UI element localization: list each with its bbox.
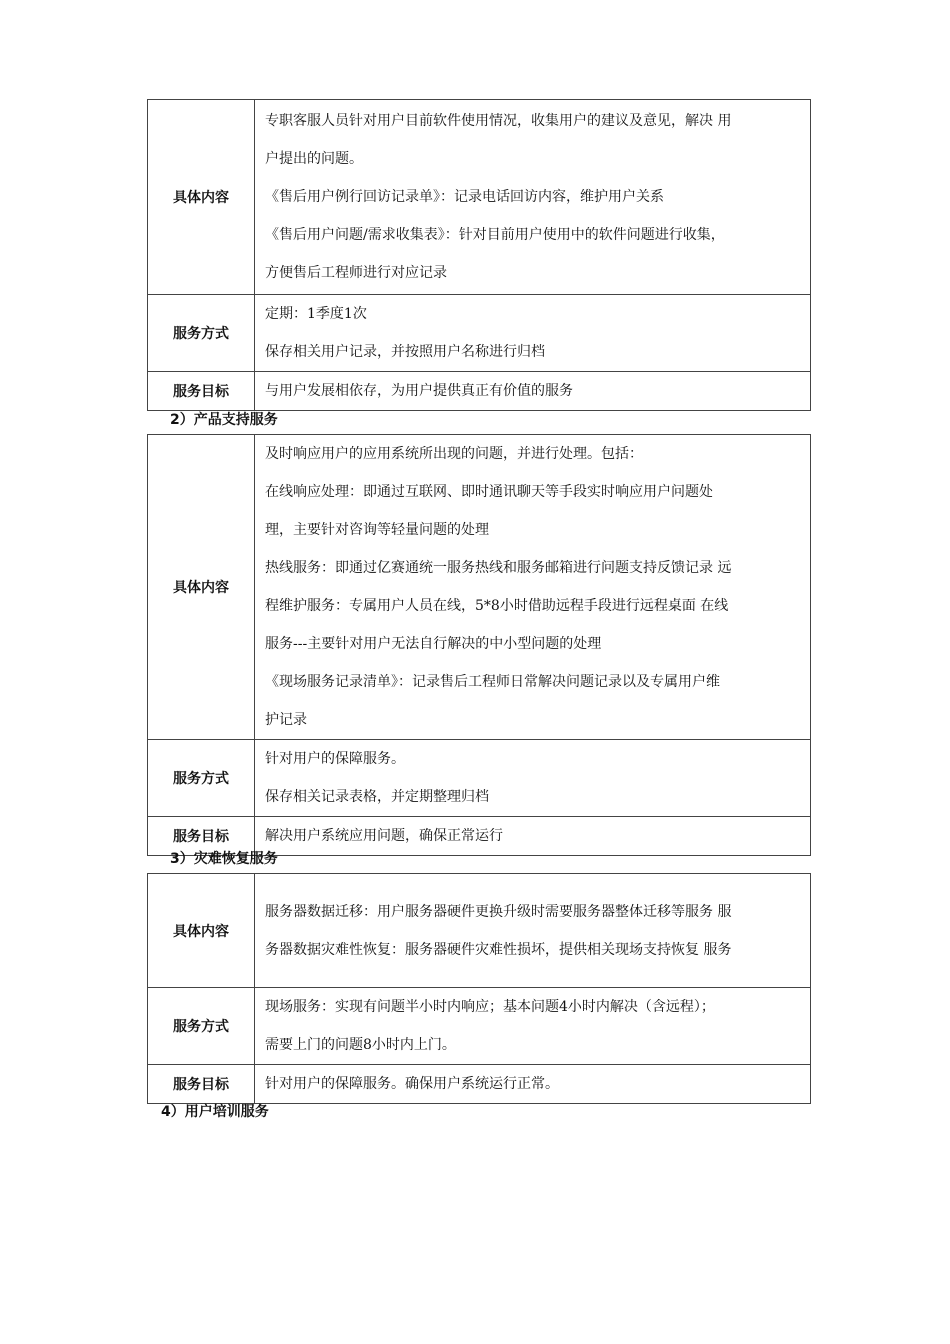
row-label: 服务方式 [148, 740, 255, 817]
row-content [255, 988, 811, 1065]
row-content [255, 100, 811, 295]
row-content [255, 372, 811, 411]
content-line: 针对用户的保障服务。 [265, 751, 405, 767]
content-line: 服务---主要针对用户无法自行解决的中小型问题的处理 [265, 636, 602, 652]
content-line: 与用户发展相依存，为用户提供真正有价值的服务 [265, 383, 573, 399]
table-row [148, 295, 811, 372]
table-row [148, 100, 811, 295]
content-line: 服务器数据迁移：用户服务器硬件更换升级时需要服务器整体迁移等服务 服 [265, 903, 732, 920]
content-line: 定期：1季度1次 [265, 306, 367, 322]
table-row [148, 1065, 811, 1104]
content-line: 现场服务：实现有问题半小时内响应；基本问题4小时内解决（含远程）； [265, 999, 715, 1015]
row-content [255, 874, 811, 988]
content-line: 程维护服务：专属用户人员在线，5*8小时借助远程手段进行远程桌面 在线 [265, 598, 729, 614]
row-label: 服务目标 [148, 372, 255, 411]
service-table-3 [147, 873, 811, 1104]
row-label: 具体内容 [148, 874, 255, 988]
row-label: 服务目标 [148, 817, 255, 856]
content-line: 方便售后工程师进行对应记录 [265, 265, 447, 281]
table-row [148, 740, 811, 817]
content-line: 《售后用户问题/需求收集表》：针对目前用户使用中的软件问题进行收集， [265, 227, 725, 243]
service-table-2 [147, 434, 811, 856]
table-row [148, 874, 811, 988]
row-content [255, 817, 811, 856]
row-label: 具体内容 [148, 100, 255, 295]
content-line: 保存相关记录表格，并定期整理归档 [265, 789, 489, 805]
table-row [148, 988, 811, 1065]
content-line: 务器数据灾难性恢复：服务器硬件灾难性损坏，提供相关现场支持恢复 服务 [265, 941, 732, 958]
content-line: 热线服务：即通过亿赛通统一服务热线和服务邮箱进行问题支持反馈记录 远 [265, 560, 732, 576]
section-heading: 2）产品支持服务 [170, 412, 278, 428]
row-label: 服务目标 [148, 1065, 255, 1104]
table-row [148, 372, 811, 411]
row-content [255, 435, 811, 740]
content-line: 针对用户的保障服务。确保用户系统运行正常。 [265, 1076, 559, 1092]
content-line: 及时响应用户的应用系统所出现的问题，并进行处理。包括： [265, 446, 643, 462]
section-heading: 4）用户培训服务 [161, 1104, 269, 1120]
table-row [148, 435, 811, 740]
content-line: 理，主要针对咨询等轻量问题的处理 [265, 522, 489, 538]
section-heading: 3）灾难恢复服务 [170, 851, 278, 867]
content-line: 专职客服人员针对用户目前软件使用情况，收集用户的建议及意见，解决 用 [265, 113, 732, 129]
content-line: 《售后用户例行回访记录单》：记录电话回访内容，维护用户关系 [265, 189, 664, 205]
row-content [255, 1065, 811, 1104]
row-label: 服务方式 [148, 295, 255, 372]
row-label: 具体内容 [148, 435, 255, 740]
content-line: 解决用户系统应用问题，确保正常运行 [265, 828, 503, 844]
content-line: 在线响应处理：即通过互联网、即时通讯聊天等手段实时响应用户问题处 [265, 484, 713, 500]
content-line: 户提出的问题。 [265, 151, 363, 167]
content-line: 保存相关用户记录，并按照用户名称进行归档 [265, 344, 545, 360]
content-line: 护记录 [265, 712, 307, 728]
row-content [255, 295, 811, 372]
service-table-1 [147, 99, 811, 411]
content-line: 需要上门的问题8小时内上门。 [265, 1037, 456, 1053]
row-content [255, 740, 811, 817]
content-line: 《现场服务记录清单》：记录售后工程师日常解决问题记录以及专属用户维 [265, 674, 720, 690]
row-label: 服务方式 [148, 988, 255, 1065]
